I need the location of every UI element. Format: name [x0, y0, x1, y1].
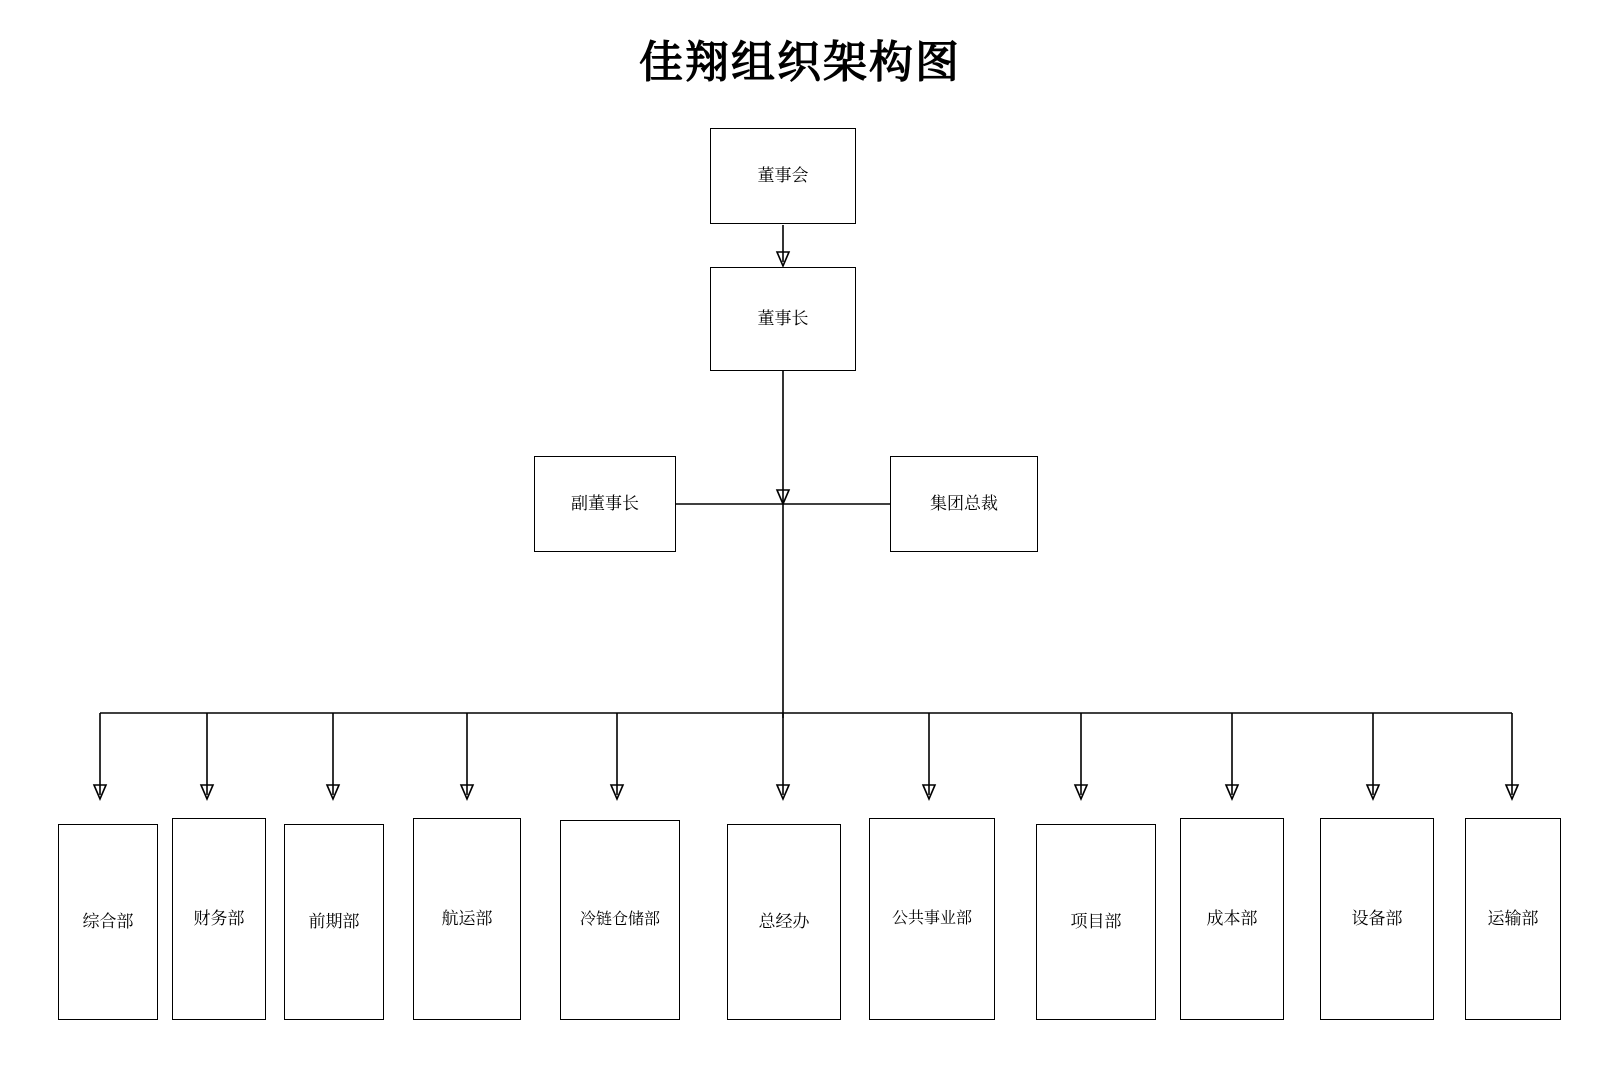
node-group-president[interactable] — [890, 456, 1038, 552]
node-department[interactable] — [413, 818, 521, 1020]
node-chairman[interactable] — [710, 267, 856, 371]
node-vice-chairman-label: 副董事长 — [571, 493, 639, 513]
node-department[interactable] — [727, 824, 841, 1020]
node-department[interactable] — [58, 824, 158, 1020]
node-department-label: 设备部 — [1351, 908, 1403, 928]
page-title: 佳翔组织架构图 — [639, 37, 961, 88]
node-board-label: 董事会 — [757, 165, 809, 185]
node-department-label: 公共事业部 — [891, 910, 972, 928]
node-department[interactable] — [1320, 818, 1434, 1020]
node-department-label: 成本部 — [1206, 908, 1258, 928]
node-department[interactable] — [1180, 818, 1284, 1020]
node-department-label: 运输部 — [1487, 908, 1539, 928]
node-department[interactable] — [869, 818, 995, 1020]
node-department[interactable] — [1465, 818, 1561, 1020]
node-department-label: 前期部 — [308, 911, 360, 931]
node-vice-chairman[interactable] — [534, 456, 676, 552]
node-board[interactable] — [710, 128, 856, 224]
node-department-label: 航运部 — [441, 908, 493, 928]
node-department-label: 冷链仓储部 — [579, 911, 660, 929]
node-department[interactable] — [560, 820, 680, 1020]
node-department-label: 综合部 — [82, 911, 134, 931]
node-department-label: 总经办 — [758, 911, 810, 931]
node-department-label: 项目部 — [1070, 911, 1122, 931]
node-department[interactable] — [1036, 824, 1156, 1020]
node-department-label: 财务部 — [193, 908, 245, 928]
node-chairman-label: 董事长 — [757, 308, 809, 328]
node-department[interactable] — [284, 824, 384, 1020]
node-department[interactable] — [172, 818, 266, 1020]
node-group-president-label: 集团总裁 — [930, 493, 998, 513]
